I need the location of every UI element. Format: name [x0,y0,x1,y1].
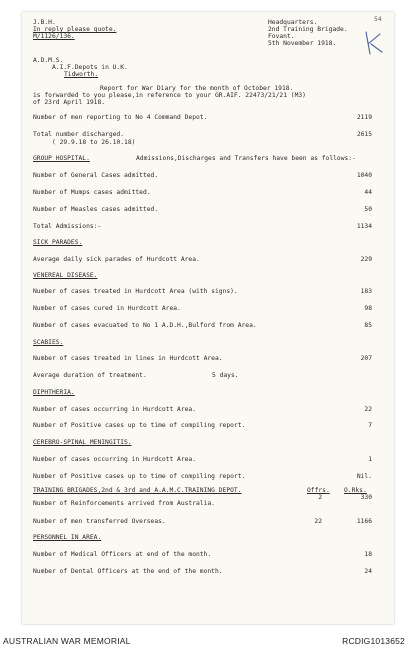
medical-officers-label: Number of Medical Officers at end of the month. [33,551,212,558]
cerebro-positive-label: Number of Positive cases up to time of compiling report. [33,473,246,480]
total-admissions-value: 1134 [356,223,372,230]
sick-parades-heading: SICK PARADES. [33,239,83,246]
mumps-cases-label: Number of Mumps cases admitted. [33,189,151,196]
vd-evacuated-label: Number of cases evacuated to No 1 A.D.H.,Bulford from Area. [33,322,257,329]
diphtheria-positive-label: Number of Positive cases up to time of compiling report. [33,422,246,429]
diphtheria-heading: DIPHTHERIA. [33,389,75,396]
mumps-cases-value: 44 [364,189,372,196]
diphtheria-positive-value: 7 [368,422,372,429]
reinforcements-label: Number of Reinforcements arrived from Australia. [33,500,215,507]
discharged-label: Total number discharged. [33,131,124,138]
scabies-duration-value: 5 days. [212,372,239,379]
medical-officers-value: 18 [364,551,372,558]
date-line: 5th November 1918. [268,40,337,47]
measles-cases-value: 50 [364,206,372,213]
recipient-line-2: A.I.F.Depots in U.K. [52,64,128,71]
reinforcements-ors: 330 [360,494,372,501]
scabies-treated-label: Number of cases treated in lines in Hurdcott Area. [33,355,223,362]
scabies-heading: SCABIES. [33,339,64,346]
pencil-mark-icon [362,30,386,56]
cerebro-cases-label: Number of cases occurring in Hurdcott Area. [33,456,197,463]
intro-line-3: of 23rd April 1918. [33,99,106,106]
hq-line: Headquarters. [268,19,318,26]
cerebro-positive-value: Nil. [356,473,372,480]
scabies-treated-value: 207 [360,355,372,362]
sick-parades-label: Average daily sick parades of Hurdcott Area. [33,256,200,263]
men-reporting-value: 2119 [356,114,372,121]
recipient-line-1: A.D.M.S. [33,57,64,64]
document-page [22,12,394,624]
recipient-line-3: Tidworth. [64,71,99,78]
total-admissions-label: Total Admissions:- [33,223,102,230]
transferred-offrs: 22 [314,518,322,525]
archive-record-id: RCDIG1013652 [342,636,405,646]
discharged-period: ( 29.9.18 to 26.10.18) [52,139,136,146]
diphtheria-cases-value: 22 [364,406,372,413]
intro-line-2: is forwarded to you please,in reference to your GR.AIF. 22473/21/21 (M3) [33,92,306,99]
diphtheria-cases-label: Number of cases occurring in Hurdcott Area. [33,406,197,413]
transferred-label: Number of men transferred Overseas. [33,518,166,525]
vd-cured-label: Number of cases cured in Hurdcott Area. [33,305,181,312]
cerebro-heading: CEREBRO-SPINAL MENINGITIS. [33,439,132,446]
discharged-value: 2615 [356,131,372,138]
archive-credit: AUSTRALIAN WAR MEMORIAL [3,636,131,646]
intro-line-1: Report for War Diary for the month of October 1918. [100,85,294,92]
measles-cases-label: Number of Measles cases admitted. [33,206,159,213]
vd-evacuated-value: 85 [364,322,372,329]
scabies-duration-label: Average duration of treatment. [33,372,147,379]
group-hospital-intro: Admissions,Discharges and Transfers have been as follows:- [136,155,356,162]
col-ors-header: O.Rks. [344,487,367,494]
cerebro-cases-value: 1 [368,456,372,463]
brigade-line: 2nd Training Brigade. [268,26,348,33]
vd-cured-value: 98 [364,305,372,312]
location-line: Fovant. [268,33,295,40]
general-cases-value: 1040 [356,172,372,179]
col-offrs-header: Offrs. [307,487,330,494]
general-cases-label: Number of General Cases admitted. [33,172,159,179]
sick-parades-value: 229 [360,256,372,263]
personnel-heading: PERSONNEL IN AREA. [33,534,102,541]
group-hospital-heading: GROUP HOSPITAL. [33,155,90,162]
author-initials: J.B.H. [33,19,56,26]
men-reporting-label: Number of men reporting to No 4 Command Depot. [33,114,208,121]
reference-number: M/1126/136. [33,33,75,40]
dental-officers-label: Number of Dental Officers at the end of the month. [33,568,223,575]
venereal-heading: VENEREAL DISEASE. [33,272,98,279]
training-heading: TRAINING BRIGADES,2nd & 3rd and A.A.M.C.TRAINING DEPOT. [33,487,242,494]
page-number: 54 [374,16,382,23]
reply-quote: In reply please quote. [33,26,117,33]
vd-treated-value: 183 [360,288,372,295]
reinforcements-offrs: 2 [318,494,322,501]
transferred-ors: 1166 [356,518,372,525]
dental-officers-value: 24 [364,568,372,575]
vd-treated-label: Number of cases treated in Hurdcott Area (with signs). [33,288,238,295]
